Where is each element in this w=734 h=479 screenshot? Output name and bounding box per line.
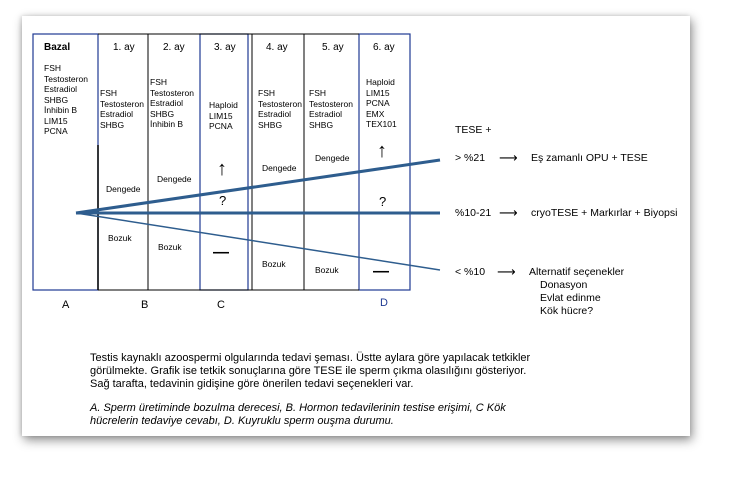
items-3ay: Haploid LIM15 PCNA	[209, 100, 238, 131]
option-donasyon: Donasyon	[540, 279, 588, 291]
question-d: ?	[379, 194, 387, 209]
letter-b: B	[141, 299, 149, 311]
letter-c: C	[217, 299, 225, 311]
letter-d: D	[380, 297, 388, 309]
caption-italic-2: hücrelerin tedaviye cevabı, D. Kuyruklu sperm ouşma durumu.	[90, 415, 394, 427]
tese-header: TESE +	[455, 124, 492, 136]
items-2ay: FSH Testosteron Estradiol SHBG İnhibin B	[150, 77, 194, 129]
items-5ay: FSH Testosteron Estradiol SHBG	[309, 88, 353, 130]
outcome-mid-text: cryoTESE + Markırlar + Biyopsi	[531, 207, 678, 219]
caption-line-1: Testis kaynaklı azoospermi olgularında tedavi şeması. Üstte aylara göre yapılacak tetkikler	[90, 352, 531, 364]
outcome-high-pct: > %21	[455, 152, 486, 164]
label-bozuk-5: Bozuk	[315, 265, 339, 275]
option-evlat-edinme: Evlat edinme	[540, 292, 601, 304]
label-dengede-4: Dengede	[262, 163, 297, 173]
minus-c: —	[213, 244, 229, 261]
arrow-right-icon-low: ⟶	[497, 264, 516, 279]
header-1ay: 1. ay	[113, 42, 135, 53]
option-kok-hucre: Kök hücre?	[540, 305, 594, 317]
up-arrow-icon-c: ↑	[217, 158, 227, 180]
label-dengede-2: Dengede	[157, 174, 192, 184]
outcome-low-pct: < %10	[455, 266, 486, 278]
outcome-mid-pct: %10-21	[455, 207, 492, 219]
items-6ay: Haploid LIM15 PCNA EMX TEX101	[366, 77, 397, 129]
up-arrow-icon-d: ↑	[377, 140, 387, 162]
outcome-high-text: Eş zamanlı OPU + TESE	[531, 152, 648, 164]
header-5ay: 5. ay	[322, 42, 344, 53]
header-4ay: 4. ay	[266, 42, 288, 53]
items-4ay: FSH Testosteron Estradiol SHBG	[258, 88, 302, 130]
arrow-right-icon-high: ⟶	[499, 150, 518, 165]
label-bozuk-4: Bozuk	[262, 259, 286, 269]
header-bazal: Bazal	[44, 42, 71, 53]
label-dengede-1: Dengede	[106, 184, 141, 194]
outcome-low-text: Alternatif seçenekler	[529, 266, 625, 278]
header-3ay: 3. ay	[214, 42, 236, 53]
label-dengede-5: Dengede	[315, 153, 350, 163]
label-bozuk-2: Bozuk	[158, 242, 182, 252]
caption-line-2: görülmekte. Grafik ise tetkik sonuçlarına göre TESE ile sperm çıkma olasılığını gösteriyor.	[90, 365, 527, 377]
label-bozuk-1: Bozuk	[108, 233, 132, 243]
minus-d: —	[373, 263, 389, 280]
items-1ay: FSH Testosteron Estradiol SHBG	[100, 88, 144, 130]
header-2ay: 2. ay	[163, 42, 185, 53]
caption-line-3: Sağ tarafta, tedavinin gidişine göre önerilen tedavi seçenekleri var.	[90, 378, 414, 390]
letter-a: A	[62, 299, 70, 311]
arrow-right-icon-mid: ⟶	[499, 205, 518, 220]
items-bazal: FSH Testosteron Estradiol SHBG İnhibin B LIM15 PCNA	[44, 63, 88, 136]
header-6ay: 6. ay	[373, 42, 395, 53]
question-c: ?	[219, 193, 227, 208]
caption-italic-1: A. Sperm üretiminde bozulma derecesi, B. Hormon tedavilerinin testise erişimi, C Kök	[90, 402, 506, 414]
